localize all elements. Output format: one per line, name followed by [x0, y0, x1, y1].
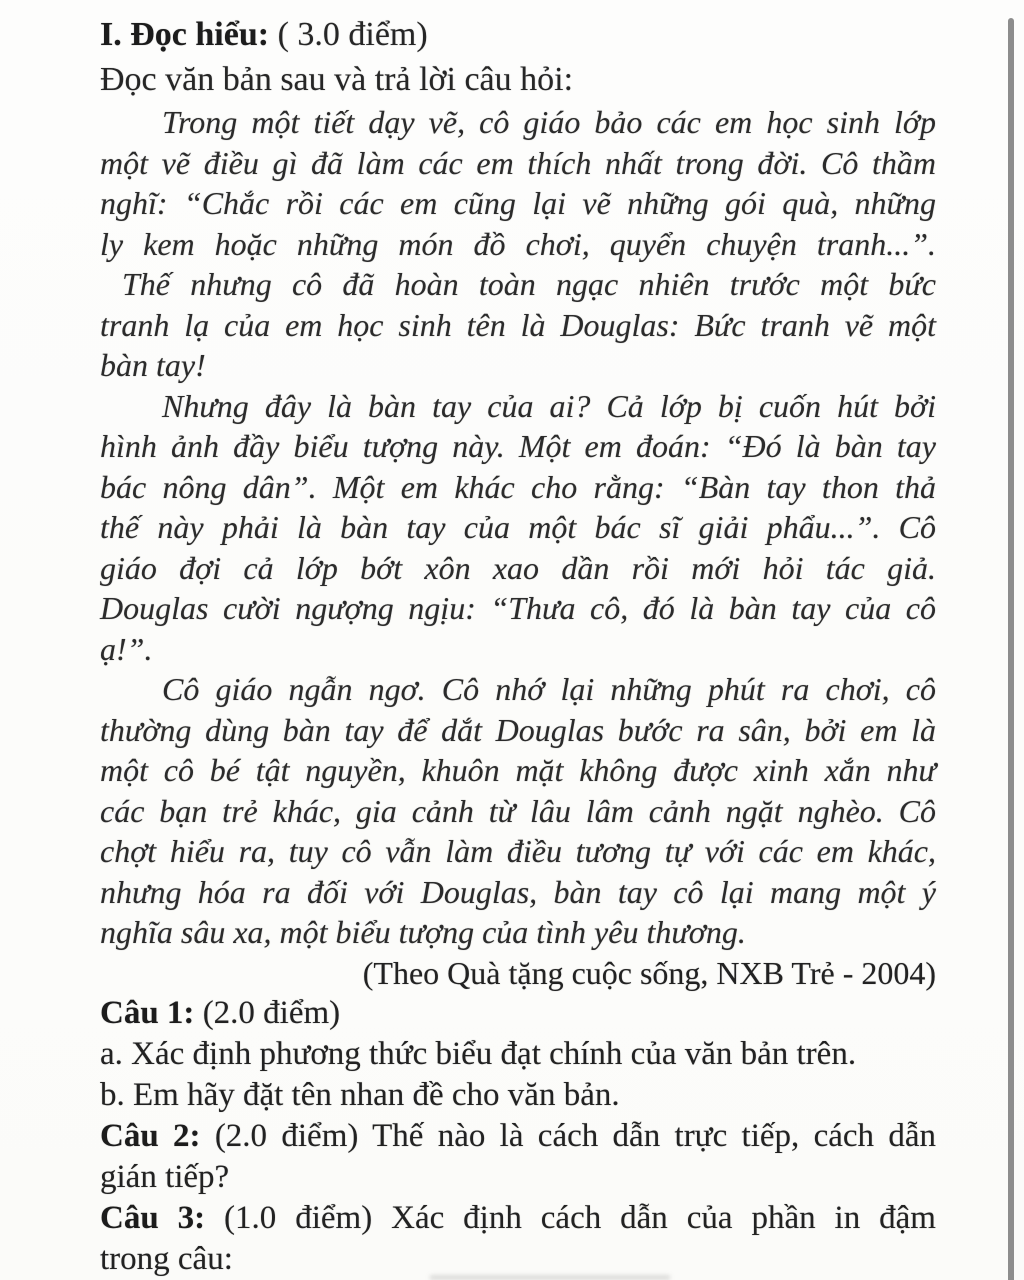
question-1a: a. Xác định phương thức biểu đạt chính của văn bản trên. — [100, 1036, 857, 1072]
passage-line: Trong một tiết dạy vẽ, cô giáo bảo các em học sinh lớp — [162, 104, 936, 140]
passage-line: bàn tay! — [100, 347, 206, 383]
passage-line: tranh lạ của em học sinh tên là Douglas: Bức tranh vẽ một — [100, 306, 936, 343]
passage-line: nghĩ: “Chắc rồi các em cũng lại vẽ những gói quà, những — [100, 185, 936, 221]
questions-block — [100, 993, 936, 1280]
section-title: I. Đọc hiểu: — [100, 16, 270, 53]
passage-line: một cô bé tật nguyền, khuôn mặt không được xinh xắn như — [100, 752, 936, 788]
question-3-text: (1.0 điểm) Xác định cách dẫn của phần in đậm — [205, 1200, 936, 1236]
question-3-label: Câu 3: — [100, 1200, 206, 1236]
passage-line: bác nông dân”. Một em khác cho rằng: “Bàn tay thon thả — [100, 468, 936, 505]
question-1b: b. Em hãy đặt tên nhan đề cho văn bản. — [100, 1077, 620, 1113]
question-2-text: (2.0 điểm) Thế nào là cách dẫn trực tiếp, cách dẫn — [200, 1118, 936, 1154]
passage-citation: (Theo Quà tặng cuộc sống, NXB Trẻ - 2004) — [362, 954, 936, 991]
question-3-line — [100, 1198, 936, 1239]
passage-line: chợt hiểu ra, tuy cô vẫn làm điều tương tự với các em khác, — [100, 833, 936, 869]
passage-line: Thế nhưng cô đã hoàn toàn ngạc nhiên trước một bức — [122, 266, 936, 302]
passage-line: nghĩa sâu xa, một biểu tượng của tình yêu thương. — [100, 914, 746, 950]
passage-line: nhưng hóa ra đối với Douglas, bàn tay cô lại mang một ý — [100, 873, 936, 910]
section-points: ( 3.0 điểm) — [269, 16, 428, 53]
passage-line: giáo đợi cả lớp bớt xôn xao dần rồi mới hỏi tác giả. — [100, 549, 936, 586]
question-2-label: Câu 2: — [100, 1118, 201, 1154]
exam-content — [100, 12, 936, 1280]
section-heading — [100, 12, 936, 57]
question-1-points: (2.0 điểm) — [194, 995, 341, 1031]
passage-line: một vẽ điều gì đã làm các em thích nhất trong đời. Cô thầm — [100, 144, 936, 181]
passage-line: hình ảnh đầy biểu tượng này. Một em đoán: “Đó là bàn tay — [100, 428, 936, 464]
scrollbar[interactable] — [1008, 18, 1014, 1280]
passage-line: Cô giáo ngẫn ngơ. Cô nhớ lại những phút ra chơi, cô — [162, 671, 936, 707]
question-3-continuation: trong câu: — [100, 1241, 233, 1277]
question-2-line — [100, 1116, 936, 1157]
passage-line: ly kem hoặc những món đồ chơi, quyển chuyện tranh...”. — [100, 225, 936, 262]
passage-line: Nhưng đây là bàn tay của ai? Cả lớp bị cuốn hút bởi — [162, 387, 936, 424]
passage-line: thường dùng bàn tay để dắt Douglas bước ra sân, bởi em là — [100, 711, 936, 748]
cutoff-print-artifact — [430, 1275, 670, 1280]
passage-line: các bạn trẻ khác, gia cảnh từ lâu lâm cảnh ngặt nghèo. Cô — [100, 792, 936, 829]
question-2-continuation: gián tiếp? — [100, 1159, 230, 1195]
instruction-line: Đọc văn bản sau và trả lời câu hỏi: — [100, 61, 574, 98]
passage-line: Douglas cười ngượng ngịu: “Thưa cô, đó là bàn tay của cô — [100, 590, 936, 626]
question-1-heading — [100, 993, 936, 1034]
question-1-label: Câu 1: — [100, 995, 195, 1031]
reading-passage — [100, 102, 936, 993]
passage-line: ạ!”. — [100, 630, 153, 667]
passage-line: thế này phải là bàn tay của một bác sĩ giải phẩu...”. Cô — [100, 509, 936, 545]
